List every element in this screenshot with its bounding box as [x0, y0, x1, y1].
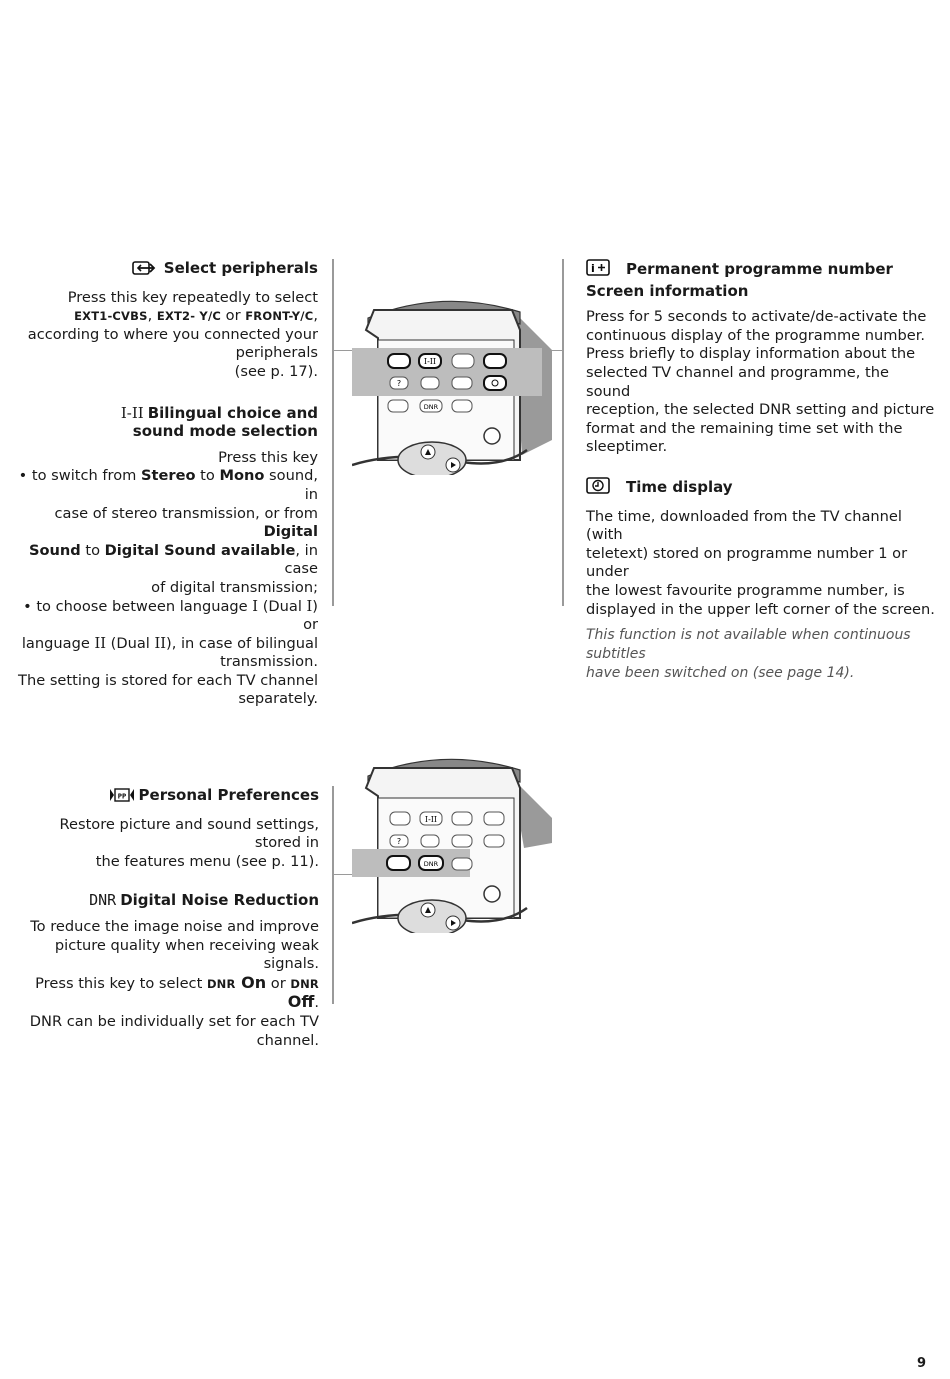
t: II: [154, 634, 166, 652]
mono: Mono: [219, 467, 265, 485]
t: .: [314, 994, 319, 1012]
remote-i-ii-label-2: I-II: [424, 815, 438, 824]
bilingual-b6: [10, 635, 318, 654]
remote-help-label-2: ?: [396, 837, 402, 846]
info-plus-icon: [586, 259, 612, 282]
bilingual-title-line1: Bilingual choice and: [147, 403, 318, 422]
permanent-l1: Press for 5 seconds to activate/de-activate the: [586, 308, 927, 326]
t: to: [80, 541, 105, 559]
right-column-top: [586, 259, 936, 683]
dnr-heading: [10, 891, 319, 910]
permanent-l6: format and the remaining time set with the: [586, 419, 903, 437]
permanent-l7: sleeptimer.: [586, 438, 668, 456]
option-front: FRONT-Y/C: [245, 309, 314, 324]
bilingual-b8: The setting is stored for each TV channel: [18, 671, 318, 689]
dnr-on: On: [235, 972, 267, 992]
bilingual-line1: Press this key: [218, 448, 318, 466]
t: • to switch from: [18, 467, 141, 485]
left-column-bottom: [10, 786, 319, 1050]
time-display-l1: The time, downloaded from the TV channel (with: [586, 507, 902, 544]
t: to: [195, 467, 220, 485]
dnr-option: DNR: [290, 976, 319, 991]
digital-sound-available: Digital Sound available: [104, 541, 296, 559]
remote-help-label: ?: [396, 379, 402, 388]
i-ii-icon: I-II: [120, 403, 144, 422]
t: • to choose between language: [23, 597, 253, 615]
t: Press this key to select: [35, 974, 207, 992]
select-peripherals-options: [10, 307, 318, 326]
pp-text: PP: [117, 792, 126, 801]
divider-left-bottom: [332, 786, 334, 1004]
dnr-option: DNR: [206, 976, 236, 991]
bilingual-b3: [10, 542, 318, 579]
bilingual-b9: separately.: [238, 690, 318, 708]
bilingual-b5: [10, 598, 318, 635]
select-peripherals-title: Select peripherals: [163, 259, 318, 277]
t: sound, in: [264, 467, 318, 503]
t: , in case: [284, 541, 318, 578]
t: ), in case of bilingual: [166, 634, 318, 652]
t: I: [252, 597, 259, 615]
time-display-l4: displayed in the upper left corner of the screen.: [586, 600, 935, 618]
personal-heading: [10, 786, 319, 808]
t: ) or: [303, 597, 318, 634]
dnr-l2: picture quality when receiving weak signals.: [54, 936, 319, 973]
remote-i-ii-label: I-II: [423, 357, 437, 366]
bilingual-b7: transmission.: [220, 653, 318, 671]
t: I: [306, 597, 313, 615]
dnr-title: Digital Noise Reduction: [120, 891, 319, 910]
remote-dnr-label: DNR: [423, 403, 439, 411]
personal-preferences-icon: [109, 787, 135, 808]
t: II: [94, 634, 106, 652]
bilingual-b4: of digital transmission;: [151, 578, 318, 596]
permanent-l3: Press briefly to display information about the: [586, 345, 916, 363]
dnr-l1: To reduce the image noise and improve: [30, 917, 319, 935]
permanent-l5: reception, the selected DNR setting and picture: [586, 401, 935, 419]
clock-icon: [586, 477, 612, 500]
time-display-note1: This function is not available when continuous subtitles: [586, 627, 911, 663]
page-number: 9: [916, 1356, 926, 1371]
peripherals-icon: [132, 260, 160, 281]
personal-l1: Restore picture and sound settings, stored in: [59, 815, 319, 852]
bilingual-b2: [10, 505, 318, 542]
divider-left-top: [332, 259, 334, 606]
digital: Digital: [263, 523, 318, 541]
permanent-title-line1: Permanent programme number: [626, 260, 893, 278]
t: or: [266, 974, 291, 992]
permanent-title-line2: Screen information: [586, 281, 749, 300]
svg-text:i: i: [591, 262, 595, 275]
time-display-heading: [586, 477, 936, 500]
dnr-off: Off: [287, 992, 315, 1012]
bilingual-b1: [10, 467, 318, 504]
time-display-l2: teletext) stored on programme number 1 or under: [586, 544, 908, 581]
sep: ,: [147, 307, 157, 325]
select-peripherals-line4: peripherals: [235, 344, 318, 362]
permanent-l2: continuous display of the programme number.: [586, 326, 926, 344]
t: (Dual: [106, 634, 155, 652]
dnr-l3: [10, 974, 319, 1013]
select-peripherals-line5: (see p. 17).: [234, 362, 318, 380]
select-peripherals-line1: Press this key repeatedly to select: [67, 288, 318, 306]
time-display-title: Time display: [626, 477, 733, 496]
option-ext2: EXT2- Y/C: [156, 309, 222, 324]
t: (Dual: [258, 597, 307, 615]
select-peripherals-heading: [10, 259, 318, 281]
bilingual-title-line2: sound mode selection: [132, 422, 318, 441]
dnr-l4: DNR can be individually set for each TV: [29, 1012, 319, 1030]
permanent-heading: [586, 259, 936, 300]
stereo: Stereo: [141, 467, 196, 485]
remote-dnr-label-2: DNR: [423, 860, 439, 868]
remote-illustration-top: [352, 290, 562, 475]
personal-l2: the features menu (see p. 11).: [95, 852, 319, 870]
permanent-l4: selected TV channel and programme, the sound: [586, 363, 889, 400]
divider-right-top: [562, 259, 564, 606]
time-display-note2: have been switched on (see page 14).: [586, 665, 855, 682]
time-display-l3: the lowest favourite programme number, is: [586, 581, 905, 599]
option-ext1: EXT1-CVBS: [74, 309, 148, 324]
dnr-icon: DNR: [89, 891, 117, 910]
select-peripherals-line3: according to where you connected your: [27, 325, 318, 343]
remote-illustration-bottom: [352, 748, 562, 933]
personal-title: Personal Preferences: [138, 786, 319, 804]
bilingual-heading: [10, 404, 318, 441]
t: case of stereo transmission, or from: [54, 504, 318, 522]
comma: ,: [313, 307, 318, 325]
dnr-l5: channel.: [256, 1031, 319, 1049]
or-text: or: [221, 307, 246, 325]
left-column-top: [10, 259, 318, 709]
sound: Sound: [28, 541, 81, 559]
t: language: [21, 634, 95, 652]
